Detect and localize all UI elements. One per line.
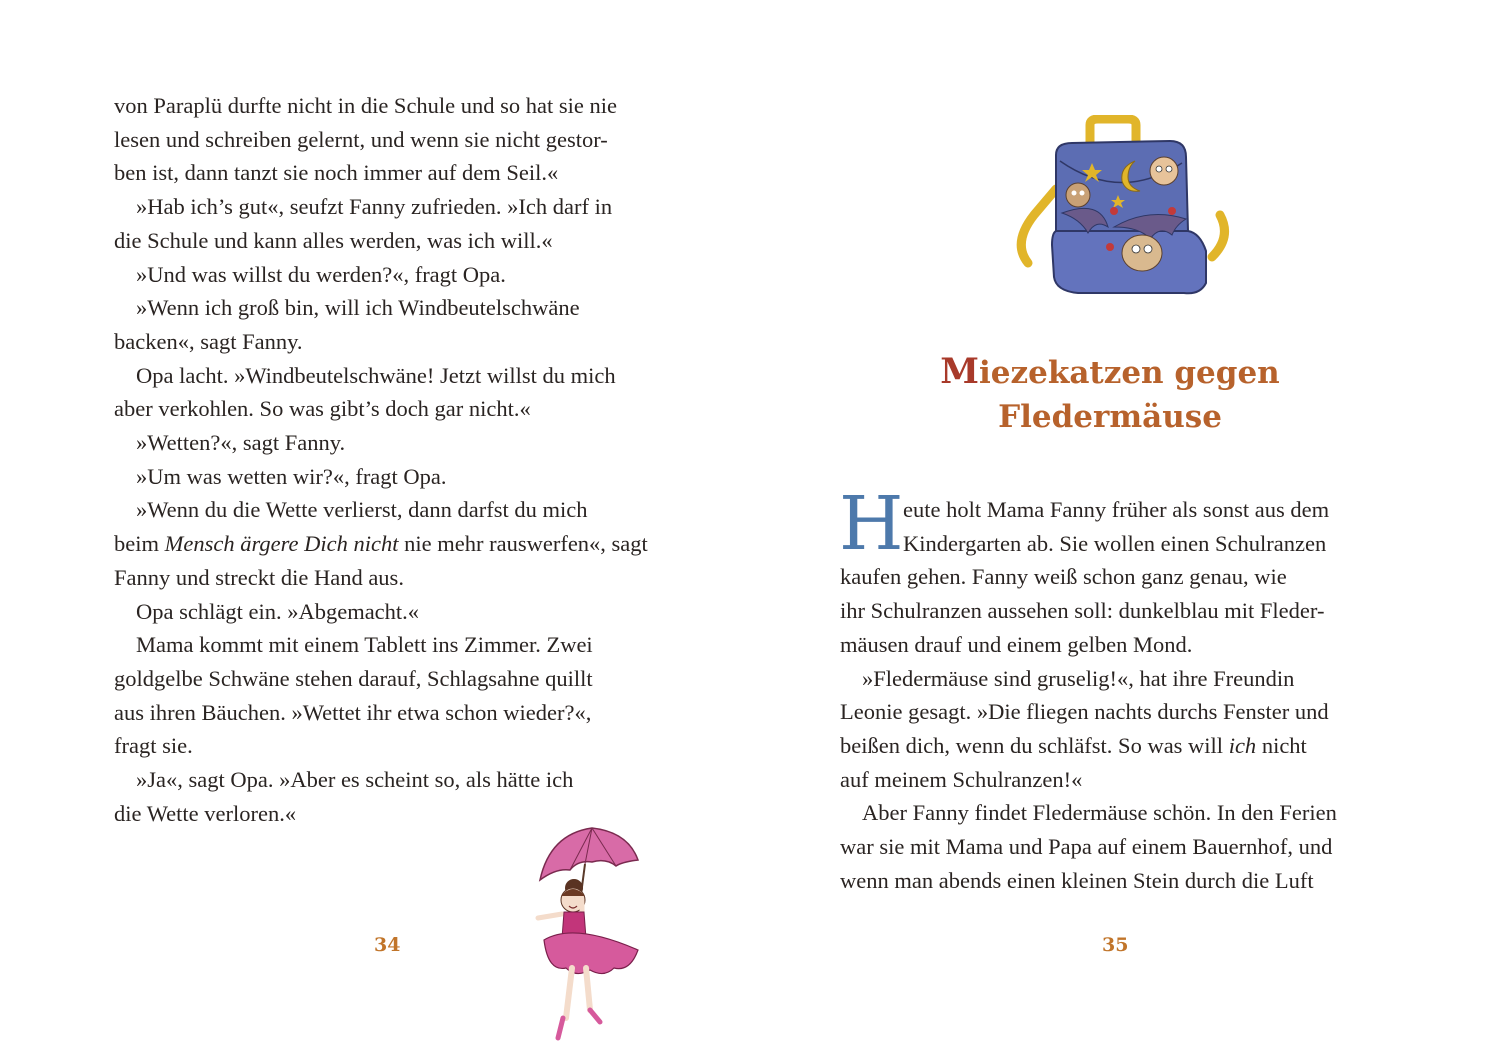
- text-line: goldgelbe Schwäne stehen darauf, Schlagsahne quillt: [114, 665, 593, 691]
- text-line: Kindergarten ab. Sie wollen einen Schulranzen: [903, 530, 1327, 556]
- text-line: »Fledermäuse sind gruselig!«, hat ihre Freundin: [862, 665, 1295, 691]
- text-line: »Ja«, sagt Opa. »Aber es scheint so, als hätte ich: [136, 767, 574, 793]
- text-line: Mama kommt mit einem Tablett ins Zimmer. Zwei: [136, 632, 593, 658]
- text-fragment: beißen dich, wenn du schläfst. So was will: [840, 732, 1229, 758]
- chapter-title-initial: M: [940, 351, 980, 392]
- text-line: Leonie gesagt. »Die fliegen nachts durchs Fenster und: [840, 699, 1329, 725]
- chapter-title-line: Fledermäuse: [998, 399, 1222, 435]
- text-line: Opa schlägt ein. »Abgemacht.«: [136, 598, 420, 624]
- emphasis-italic: ich: [1228, 732, 1257, 758]
- left-page-text: [114, 89, 674, 830]
- text-line: kaufen gehen. Fanny weiß schon ganz genau, wie: [840, 564, 1287, 590]
- chapter-title-text: iezekatzen gegen: [979, 355, 1280, 391]
- text-line: auf meinem Schulranzen!«: [840, 766, 1083, 792]
- chapter-title: [860, 350, 1360, 439]
- text-line: lesen und schreiben gelernt, und wenn sie nicht gestor-: [114, 126, 608, 152]
- text-line: aber verkohlen. So was gibt’s doch gar nicht.«: [114, 396, 531, 422]
- text-line: die Schule und kann alles werden, was ich will.«: [114, 227, 553, 253]
- text-line: aus ihren Bäuchen. »Wettet ihr etwa schon wieder?«,: [114, 699, 592, 725]
- right-page-text: [840, 493, 1380, 897]
- text-line: »Um was wetten wir?«, fragt Opa.: [136, 463, 447, 489]
- text-line: Aber Fanny findet Fledermäuse schön. In den Ferien: [862, 800, 1337, 826]
- text-line: ben ist, dann tanzt sie noch immer auf dem Seil.«: [114, 160, 559, 186]
- dancer-umbrella-illustration: [530, 822, 650, 1047]
- text-fragment: nie mehr rauswerfen«, sagt: [398, 531, 648, 557]
- text-line: [840, 729, 1380, 763]
- drop-cap: H: [839, 481, 904, 567]
- school-bag-illustration: [1000, 115, 1240, 300]
- text-line: »Und was willst du werden?«, fragt Opa.: [136, 261, 506, 287]
- chapter-title-line: [860, 350, 1360, 395]
- text-line: mäusen drauf und einem gelben Mond.: [840, 631, 1193, 657]
- text-line: fragt sie.: [114, 733, 193, 759]
- text-line: wenn man abends einen kleinen Stein durch die Luft: [840, 867, 1314, 893]
- text-line: ihr Schulranzen aussehen soll: dunkelblau mit Fleder-: [840, 598, 1325, 624]
- text-line: eute holt Mama Fanny früher als sonst aus dem: [903, 497, 1330, 522]
- text-line: »Wenn ich groß bin, will ich Windbeutelschwäne: [136, 295, 580, 321]
- text-line: »Wenn du die Wette verlierst, dann darfst du mich: [136, 497, 588, 523]
- text-line: Fanny und streckt die Hand aus.: [114, 564, 404, 590]
- text-line: war sie mit Mama und Papa auf einem Bauernhof, und: [840, 834, 1333, 860]
- text-line: »Hab ich’s gut«, seufzt Fanny zufrieden. »Ich darf in: [136, 194, 613, 220]
- game-title-italic: Mensch ärgere Dich nicht: [164, 531, 399, 557]
- page-number-right: 35: [1102, 934, 1129, 956]
- text-line: die Wette verloren.«: [114, 800, 297, 826]
- text-line: »Wetten?«, sagt Fanny.: [136, 430, 346, 456]
- text-fragment: beim: [114, 531, 165, 557]
- text-fragment: nicht: [1256, 732, 1307, 758]
- text-line: backen«, sagt Fanny.: [114, 328, 303, 354]
- text-line: [114, 527, 674, 561]
- text-line: von Paraplü durfte nicht in die Schule und so hat sie nie: [114, 93, 618, 118]
- text-line: Opa lacht. »Windbeutelschwäne! Jetzt willst du mich: [136, 362, 616, 388]
- page-number-left: 34: [374, 934, 401, 956]
